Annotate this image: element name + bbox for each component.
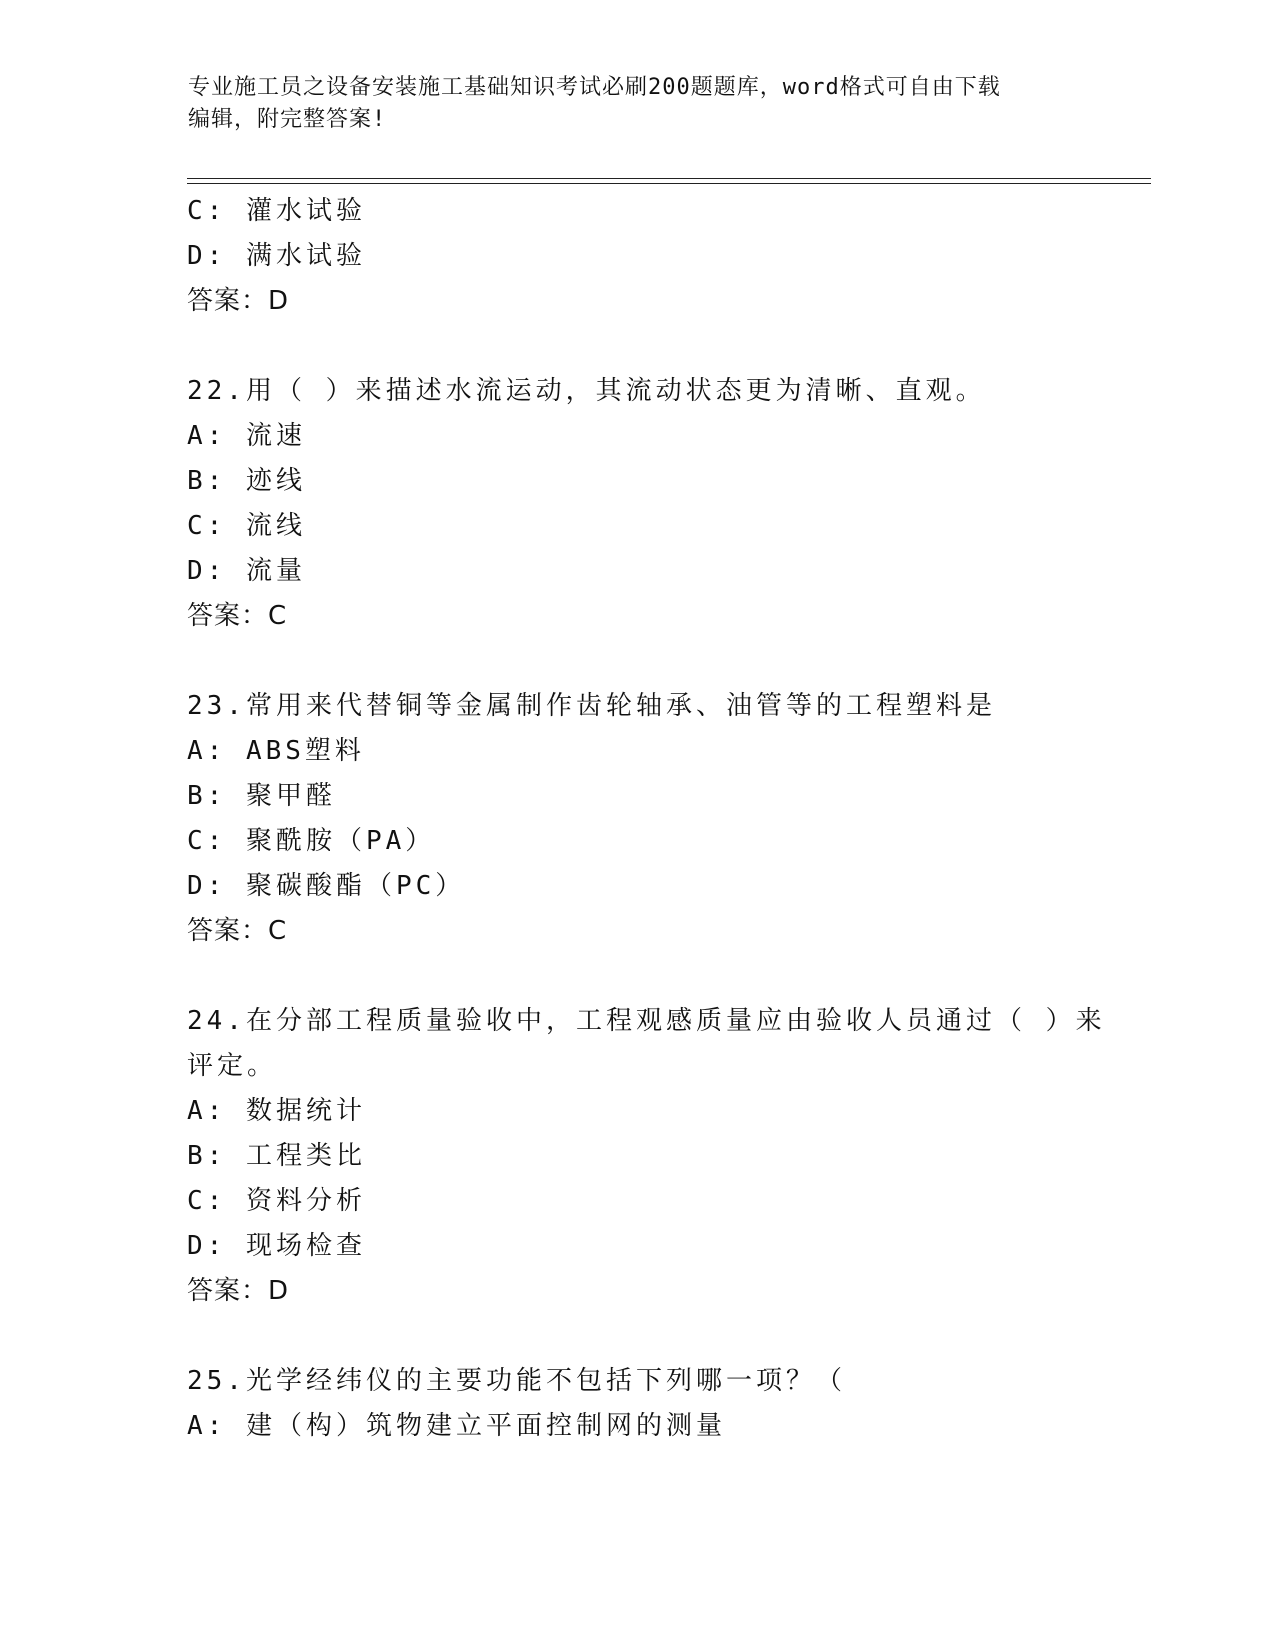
q22-option-c: C: 流线 (187, 511, 306, 541)
q22-option-b: B: 迹线 (187, 466, 306, 496)
q22-option-d: D: 流量 (187, 556, 306, 586)
q23-option-a: A: ABS塑料 (187, 736, 365, 766)
q21-option-c: C: 灌水试验 (187, 196, 366, 226)
q22-option-a: A: 流速 (187, 421, 306, 451)
q23-option-b: B: 聚甲醛 (187, 781, 336, 811)
q24-answer: 答案：D (187, 1276, 290, 1306)
q24-question-line-1: 24.在分部工程质量验收中，工程观感质量应由验收人员通过（ ）来 (187, 1006, 1106, 1036)
q24-option-d: D: 现场检查 (187, 1231, 366, 1261)
header-line-2: 编辑，附完整答案! (188, 107, 387, 132)
q21-answer: 答案：D (187, 286, 290, 316)
q24-option-a: A: 数据统计 (187, 1096, 366, 1126)
q25-question: 25.光学经纬仪的主要功能不包括下列哪一项？（ (187, 1366, 846, 1396)
q23-question: 23.常用来代替铜等金属制作齿轮轴承、油管等的工程塑料是 (187, 691, 996, 721)
q21-option-d: D: 满水试验 (187, 241, 366, 271)
header-divider-bottom (187, 183, 1151, 184)
q24-option-c: C: 资料分析 (187, 1186, 366, 1216)
header-line-1: 专业施工员之设备安装施工基础知识考试必刷200题题库，word格式可自由下载 (188, 75, 1001, 100)
q22-answer: 答案：C (187, 601, 288, 631)
q22-question: 22.用（ ）来描述水流运动，其流动状态更为清晰、直观。 (187, 376, 986, 406)
document-header (188, 72, 1088, 136)
q24-option-b: B: 工程类比 (187, 1141, 366, 1171)
q23-option-d: D: 聚碳酸酯（PC） (187, 871, 466, 901)
q23-option-c: C: 聚酰胺（PA） (187, 826, 436, 856)
q23-answer: 答案：C (187, 916, 288, 946)
q24-question-line-2: 评定。 (187, 1051, 278, 1081)
header-divider-top (187, 178, 1151, 179)
q25-option-a: A: 建（构）筑物建立平面控制网的测量 (187, 1411, 726, 1441)
